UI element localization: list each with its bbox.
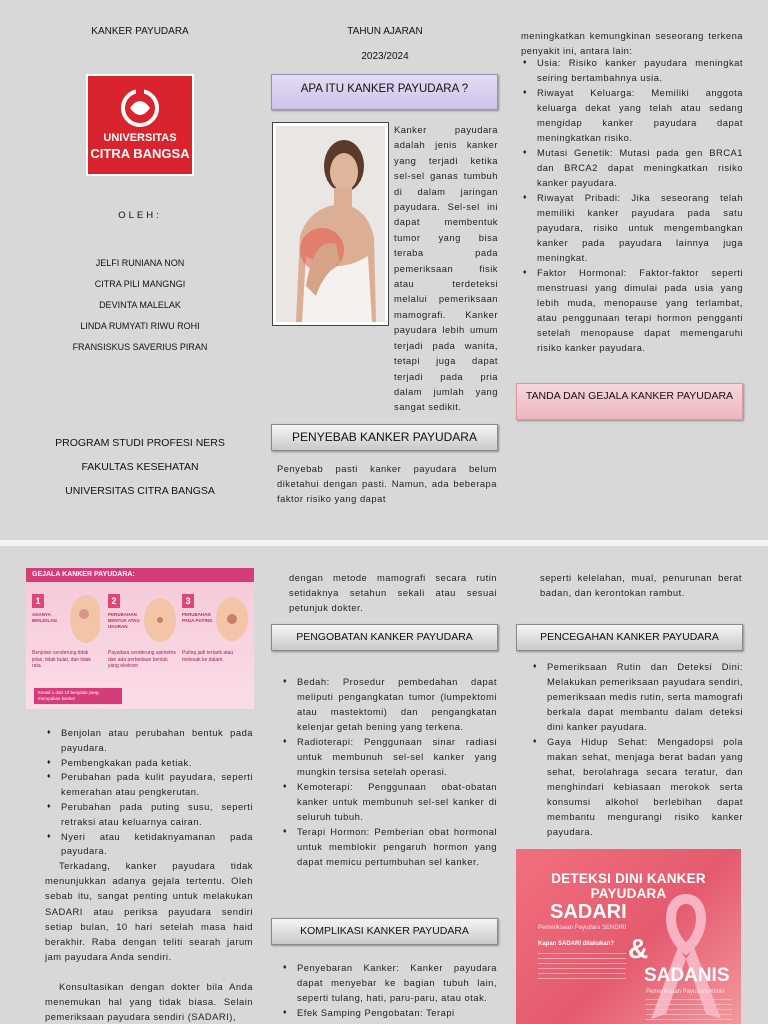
risk-item: ♦ Riwayat Pribadi: Jika seseorang telah memiliki kanker payudara pada satu payudara, risiko untuk mengembangkan kanker pada payudara lainnya juga meningkat. bbox=[521, 190, 743, 265]
gejala-desc: Puting jadi tertarik atau melesak ke dalam. bbox=[182, 650, 234, 663]
sadanis-subtitle: Pemeriksaan Payudara Klinis bbox=[646, 989, 725, 995]
risk-item: ♦ Usia: Risiko kanker payudara meningkat seiring bertambahnya usia. bbox=[521, 55, 743, 85]
brochure-inner-page bbox=[0, 546, 768, 1024]
symptom-item: ♦ Perubahan pada kulit payudara, seperti kemerahan atau pengkerutan. bbox=[45, 770, 253, 800]
apa-text: Kanker payudara adalah jenis kanker yang terjadi ketika sel-sel ganas tumbuh di dalam jaringan payudara. Sel-sel ini dapat membentuk tumor yang bisa teraba pada pemeriksaan fisik atau terdeteksi melalui pemeriksaan mamografi. Kanker payudara lebih umum terjadi pada wanita, tetapi juga dapat terjadi pada pria dalam jumlah yang sangat sedikit. bbox=[394, 124, 498, 413]
gejala-desc: Payudara cenderung asimetris dan ada perbedaan bentuk yang ekstrem bbox=[108, 650, 176, 669]
section-heading-tanda: TANDA DAN GEJALA KANKER PAYUDARA bbox=[516, 383, 743, 420]
symptom-list bbox=[45, 726, 253, 859]
gejala-number: 1 bbox=[32, 594, 44, 608]
breast-lump-icon bbox=[62, 592, 100, 646]
treatment-item: ♦ Bedah: Prosedur pembedahan dapat meliputi pengangkatan tumor (lumpektomi atau mastektomi) dan pengangkatan kelenjar getah bening yang terkena. bbox=[281, 674, 497, 734]
complication-list bbox=[281, 960, 497, 1020]
year-value: 2023/2024 bbox=[361, 51, 409, 62]
woman-photo-icon bbox=[276, 126, 385, 322]
prevention-list bbox=[531, 659, 743, 839]
author-name: DEVINTA MALELAK bbox=[99, 300, 181, 310]
ampersand: & bbox=[628, 933, 649, 964]
logo-text-line2: CITRA BANGSA bbox=[90, 146, 190, 161]
program-block bbox=[30, 437, 250, 509]
symptom-item: ♦ Benjolan atau perubahan bentuk pada payudara. bbox=[45, 726, 253, 756]
risk-item: ♦ Faktor Hormonal: Faktor-faktor seperti menstruasi yang dimulai pada usia yang lebih muda, menopause yang terlambat, atau penggunaan terapi hormon pengganti setelah menopause dapat memengaruhi risiko kanker payudara. bbox=[521, 265, 743, 355]
nipple-change-icon bbox=[212, 592, 250, 646]
deteksi-dini-poster bbox=[516, 849, 741, 1024]
section-heading-penyebab: PENYEBAB KANKER PAYUDARA bbox=[271, 424, 498, 451]
symptom-item: ♦ Perubahan pada puting susu, seperti retraksi atau keluarnya cairan. bbox=[45, 800, 253, 830]
gejala-number: 3 bbox=[182, 594, 194, 608]
gejala-infographic bbox=[26, 568, 254, 709]
gejala-label: PERUBAHAN PADA PUTING bbox=[182, 612, 213, 623]
poster-title: DETEKSI DINI KANKER PAYUDARA bbox=[551, 871, 706, 901]
side-effects-text: seperti kelelahan, mual, penurunan berat badan, dan kerontokan rambut. bbox=[540, 572, 742, 598]
program-line: FAKULTAS KESEHATAN bbox=[81, 461, 199, 473]
treatment-item: ♦ Terapi Hormon: Pemberian obat hormonal untuk memblokir pengaruh hormon yang dapat memicu pertumbuhan sel kanker. bbox=[281, 824, 497, 869]
sadari-question: Kapan SADARI dilakukan? bbox=[538, 941, 615, 947]
section-heading-pencegahan: PENCEGAHAN KANKER PAYUDARA bbox=[516, 624, 743, 651]
section-heading-pengobatan: PENGOBATAN KANKER PAYUDARA bbox=[271, 624, 498, 651]
risk-intro: meningkatkan kemungkinan seseorang terkena penyakit ini, antara lain: bbox=[521, 30, 743, 56]
oleh-label: OLEH: bbox=[118, 210, 162, 221]
gejala-infographic-title: GEJALA KANKER PAYUDARA: bbox=[26, 568, 254, 582]
gejala-note: Kenali 1 dari 10 benjolan yang merupakan kanker bbox=[34, 688, 122, 704]
gejala-desc: Benjolan cenderung tidak jelas, tidak bulat, dan tidak rata bbox=[32, 650, 91, 669]
university-logo bbox=[86, 74, 194, 176]
treatment-item: ♦ Radioterapi: Penggunaan sinar radiasi untuk membunuh sel-sel kanker yang mungkin tersisa setelah operasi. bbox=[281, 734, 497, 779]
author-list bbox=[40, 258, 240, 363]
symptoms-paragraph: Konsultasikan dengan dokter bila Anda menemukan hal yang tidak biasa. Selain pemeriksaan payudara sendiri (SADARI), bbox=[45, 981, 253, 1023]
gejala-label: PERUBAHAN BENTUK ATAU UKURAN bbox=[108, 612, 140, 629]
cover-title: KANKER PAYUDARA bbox=[91, 26, 189, 37]
symptom-item: ♦ Nyeri atau ketidaknyamanan pada payudara. bbox=[45, 830, 253, 860]
breast-shape-icon bbox=[138, 592, 176, 646]
complication-item: ♦ Penyebaran Kanker: Kanker payudara dapat menyebar ke bagian tubuh lain, seperti tulang, hati, paru-paru, atau otak. bbox=[281, 960, 497, 1005]
logo-text-line1: UNIVERSITAS bbox=[103, 132, 177, 144]
treatment-list bbox=[281, 674, 497, 869]
author-name: JELFI RUNIANA NON bbox=[95, 258, 185, 268]
gejala-label: ADANYA BENJOLAN bbox=[32, 612, 57, 623]
author-name: FRANSISKUS SAVERIUS PIRAN bbox=[72, 342, 208, 352]
prevention-item: ♦ Pemeriksaan Rutin dan Deteksi Dini: Melakukan pemeriksaan payudara sendiri, pemeriksaan medis rutin, serta mamografi berkala dapat membantu dalam deteksi dini kanker payudara. bbox=[531, 659, 743, 734]
author-name: LINDA RUMYATI RIWU ROHI bbox=[80, 321, 200, 331]
year-label: TAHUN AJARAN bbox=[347, 26, 423, 37]
prevention-item: ♦ Gaya Hidup Sehat: Mengadopsi pola makan sehat, menjaga berat badan yang sehat, berolahraga secara teratur, dan menghindari kebiasaan merokok serta konsumsi alkohol berlebihan dapat membantu mengurangi risiko kanker payudara. bbox=[531, 734, 743, 839]
sadari-label: SADARI bbox=[550, 901, 627, 923]
sadari-subtitle: Pemeriksaan Payudara SENDIRI bbox=[538, 925, 627, 931]
poster-small-text bbox=[646, 999, 732, 1021]
section-heading-komplikasi: KOMPLIKASI KANKER PAYUDARA bbox=[271, 918, 498, 945]
mamografi-text: dengan metode mamografi secara rutin setidaknya setahun sekali atau sesuai petunjuk dokter. bbox=[289, 572, 497, 613]
symptom-item: ♦ Pembengkakan pada ketiak. bbox=[45, 756, 253, 771]
author-name: CITRA PILI MANGNGI bbox=[94, 279, 186, 289]
symptoms-paragraph: Terkadang, kanker payudara tidak menunjukkan adanya gejala tertentu. Oleh sebab itu, sangat penting untuk melakukan SADARI atau periksa payudara sendiri setiap bulan, 10 hari setelah masa haid berakhir. Raba dengan teliti searah jarum jam payudara Anda sendiri. bbox=[45, 860, 253, 963]
woman-chest-pain-photo bbox=[272, 122, 389, 326]
treatment-item: ♦ Kemoterapi: Penggunaan obat-obatan kanker untuk membunuh sel-sel kanker di seluruh tubuh. bbox=[281, 779, 497, 824]
complication-item: ♦ Efek Samping Pengobatan: Terapi bbox=[281, 1005, 497, 1020]
poster-small-text bbox=[538, 953, 626, 983]
sadanis-label: SADANIS bbox=[644, 965, 730, 986]
risk-factor-list bbox=[521, 55, 743, 355]
risk-item: ♦ Riwayat Keluarga: Memiliki anggota keluarga dekat yang telah atau sedang mengidap kanker payudara dapat meningkatkan risiko. bbox=[521, 85, 743, 145]
section-heading-apa: APA ITU KANKER PAYUDARA ? bbox=[271, 74, 498, 110]
gejala-number: 2 bbox=[108, 594, 120, 608]
penyebab-text: Penyebab pasti kanker payudara belum diketahui dengan pasti. Namun, ada beberapa faktor risiko yang dapat bbox=[277, 463, 497, 504]
program-line: PROGRAM STUDI PROFESI NERS bbox=[55, 437, 225, 449]
risk-item: ♦ Mutasi Genetik: Mutasi pada gen BRCA1 dan BRCA2 dapat meningkatkan risiko kanker payudara. bbox=[521, 145, 743, 190]
program-line: UNIVERSITAS CITRA BANGSA bbox=[65, 485, 215, 497]
